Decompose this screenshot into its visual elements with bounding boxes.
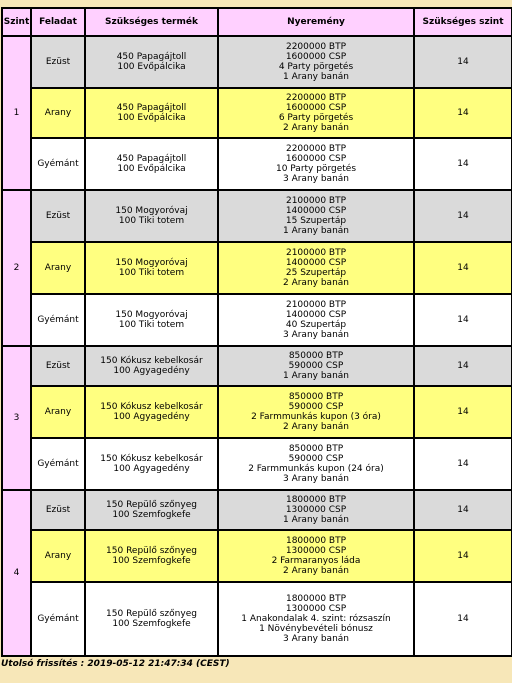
reward-line: 15 Szupertáp <box>285 216 347 226</box>
product-line: 100 Tiki totem <box>118 216 185 226</box>
header-szukseges-termek: Szükséges termék <box>85 8 218 36</box>
last-updated: Utolsó frissítés : 2019-05-12 21:47:34 (CEST) <box>1 659 230 669</box>
reward-line: 2200000 BTP <box>285 93 347 103</box>
product-line: 100 Agyagedény <box>113 412 190 422</box>
task-cell: Arany <box>31 88 85 138</box>
reward-line: 2 Farmmunkás kupon (3 óra) <box>251 412 381 422</box>
reward-line: 1300000 CSP <box>285 604 347 614</box>
header-szukseges-szint: Szükséges szint <box>414 8 512 36</box>
table-row <box>2 138 512 190</box>
reward-cell <box>218 138 414 190</box>
table-row <box>2 490 512 530</box>
required-level-cell: 14 <box>414 242 512 294</box>
task-cell: Gyémánt <box>31 294 85 346</box>
reward-line: 1800000 BTP <box>285 536 347 546</box>
level-cell: 1 <box>2 36 31 190</box>
reward-cell <box>218 386 414 438</box>
task-cell: Ezüst <box>31 490 85 530</box>
table-row <box>2 438 512 490</box>
reward-line: 40 Szupertáp <box>285 320 347 330</box>
product-line: 150 Kókusz kebelkosár <box>100 402 203 412</box>
product-line: 150 Repülő szőnyeg <box>106 500 197 510</box>
product-line: 100 Tiki totem <box>118 268 185 278</box>
reward-line: 590000 CSP <box>288 454 344 464</box>
task-cell: Arany <box>31 386 85 438</box>
reward-cell <box>218 582 414 656</box>
required-level-cell: 14 <box>414 490 512 530</box>
reward-line: 2 Arany banán <box>282 422 349 432</box>
product-line: 100 Evőpálcika <box>117 164 186 174</box>
required-level-cell: 14 <box>414 346 512 386</box>
reward-line: 4 Party pörgetés <box>278 62 354 72</box>
task-cell: Arany <box>31 530 85 582</box>
level-cell: 3 <box>2 346 31 490</box>
product-cell <box>85 138 218 190</box>
reward-cell <box>218 190 414 242</box>
required-level-cell: 14 <box>414 530 512 582</box>
required-level-cell: 14 <box>414 36 512 88</box>
product-line: 450 Papagájtoll <box>116 154 187 164</box>
reward-line: 2 Arany banán <box>282 278 349 288</box>
required-level-cell: 14 <box>414 88 512 138</box>
task-cell: Ezüst <box>31 190 85 242</box>
reward-line: 1 Anakondalak 4. szint: rózsaszín <box>241 614 391 624</box>
task-cell: Arany <box>31 242 85 294</box>
reward-line: 850000 BTP <box>288 351 344 361</box>
required-level-cell: 14 <box>414 438 512 490</box>
reward-line: 1400000 CSP <box>285 206 347 216</box>
table-header-row <box>2 8 512 36</box>
table-body <box>2 36 512 656</box>
required-level-cell: 14 <box>414 294 512 346</box>
table-row <box>2 582 512 656</box>
product-line: 100 Evőpálcika <box>117 62 186 72</box>
table-row <box>2 88 512 138</box>
reward-line: 3 Arany banán <box>282 174 349 184</box>
product-cell <box>85 294 218 346</box>
task-cell: Ezüst <box>31 36 85 88</box>
reward-cell <box>218 88 414 138</box>
reward-line: 1400000 CSP <box>285 310 347 320</box>
product-line: 150 Mogyoróvaj <box>115 258 188 268</box>
level-cell: 4 <box>2 490 31 656</box>
reward-line: 2100000 BTP <box>285 300 347 310</box>
task-cell: Gyémánt <box>31 138 85 190</box>
header-feladat: Feladat <box>31 8 85 36</box>
reward-line: 850000 BTP <box>288 444 344 454</box>
reward-line: 1600000 CSP <box>285 154 347 164</box>
required-level-cell: 14 <box>414 190 512 242</box>
product-cell <box>85 242 218 294</box>
reward-line: 1300000 CSP <box>285 505 347 515</box>
required-level-cell: 14 <box>414 386 512 438</box>
reward-line: 3 Arany banán <box>282 634 349 644</box>
product-line: 450 Papagájtoll <box>116 103 187 113</box>
reward-line: 1 Arany banán <box>282 72 349 82</box>
table-row <box>2 36 512 88</box>
table-row <box>2 242 512 294</box>
reward-line: 1400000 CSP <box>285 258 347 268</box>
product-cell <box>85 88 218 138</box>
reward-line: 1800000 BTP <box>285 594 347 604</box>
task-cell: Gyémánt <box>31 582 85 656</box>
product-line: 150 Kókusz kebelkosár <box>100 454 203 464</box>
table-row <box>2 386 512 438</box>
task-cell: Gyémánt <box>31 438 85 490</box>
product-line: 100 Tiki totem <box>118 320 185 330</box>
product-line: 100 Szemfogkefe <box>112 556 191 566</box>
reward-line: 1800000 BTP <box>285 495 347 505</box>
reward-cell <box>218 438 414 490</box>
product-line: 150 Mogyoróvaj <box>115 206 188 216</box>
reward-cell <box>218 346 414 386</box>
reward-line: 1 Növénybevételi bónusz <box>259 624 373 634</box>
reward-line: 25 Szupertáp <box>285 268 347 278</box>
quest-table <box>1 7 512 657</box>
header-nyeremeny: Nyeremény <box>218 8 414 36</box>
product-line: 100 Szemfogkefe <box>112 619 191 629</box>
product-cell <box>85 530 218 582</box>
reward-line: 2100000 BTP <box>285 248 347 258</box>
task-cell: Ezüst <box>31 346 85 386</box>
reward-line: 2 Farmaranyos láda <box>271 556 361 566</box>
reward-cell <box>218 490 414 530</box>
reward-line: 6 Party pörgetés <box>278 113 354 123</box>
reward-line: 590000 CSP <box>288 361 344 371</box>
product-line: 150 Repülő szőnyeg <box>106 546 197 556</box>
product-line: 150 Kókusz kebelkosár <box>100 356 203 366</box>
reward-cell <box>218 242 414 294</box>
reward-line: 2100000 BTP <box>285 196 347 206</box>
reward-line: 2200000 BTP <box>285 144 347 154</box>
required-level-cell: 14 <box>414 138 512 190</box>
product-line: 450 Papagájtoll <box>116 52 187 62</box>
reward-line: 1600000 CSP <box>285 52 347 62</box>
reward-line: 2 Farmmunkás kupon (24 óra) <box>248 464 384 474</box>
reward-line: 850000 BTP <box>288 392 344 402</box>
reward-line: 2200000 BTP <box>285 42 347 52</box>
product-line: 100 Agyagedény <box>113 464 190 474</box>
reward-line: 1 Arany banán <box>282 371 349 381</box>
reward-line: 2 Arany banán <box>282 566 349 576</box>
reward-line: 3 Arany banán <box>282 474 349 484</box>
header-szint: Szint <box>2 8 31 36</box>
reward-line: 1300000 CSP <box>285 546 347 556</box>
required-level-cell: 14 <box>414 582 512 656</box>
table-row <box>2 190 512 242</box>
reward-cell <box>218 530 414 582</box>
table-row <box>2 530 512 582</box>
product-cell <box>85 438 218 490</box>
reward-cell <box>218 36 414 88</box>
product-cell <box>85 346 218 386</box>
product-cell <box>85 582 218 656</box>
table-row <box>2 346 512 386</box>
product-line: 100 Evőpálcika <box>117 113 186 123</box>
reward-line: 2 Arany banán <box>282 123 349 133</box>
reward-line: 3 Arany banán <box>282 330 349 340</box>
reward-line: 1600000 CSP <box>285 103 347 113</box>
product-line: 150 Mogyoróvaj <box>115 310 188 320</box>
reward-line: 1 Arany banán <box>282 515 349 525</box>
reward-line: 1 Arany banán <box>282 226 349 236</box>
reward-cell <box>218 294 414 346</box>
product-line: 100 Szemfogkefe <box>112 510 191 520</box>
product-cell <box>85 386 218 438</box>
product-cell <box>85 36 218 88</box>
product-line: 150 Repülő szőnyeg <box>106 609 197 619</box>
product-line: 100 Agyagedény <box>113 366 190 376</box>
level-cell: 2 <box>2 190 31 346</box>
reward-line: 10 Party pörgetés <box>275 164 357 174</box>
table-row <box>2 294 512 346</box>
product-cell <box>85 490 218 530</box>
product-cell <box>85 190 218 242</box>
reward-line: 590000 CSP <box>288 402 344 412</box>
